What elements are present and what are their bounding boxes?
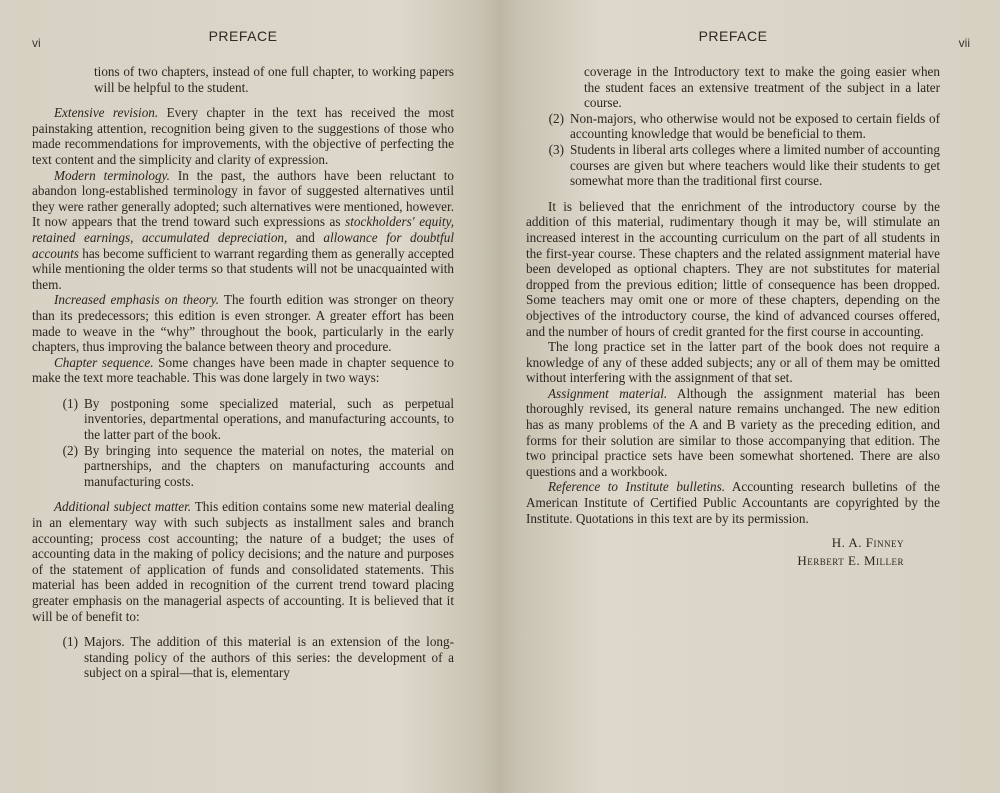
list-number: (3)	[548, 141, 564, 157]
paragraph-heading: Reference to Institute bulletins.	[548, 479, 726, 495]
term: allowance for doubtful accounts	[32, 229, 454, 261]
list-item	[32, 443, 454, 490]
paragraph-text: Although the assignment material has been thoroughly revised, its general nature remains unchanged. The new edition has as many problems of the A and B variety as the preceding edition, and forms for their solution are similar to those accompanying that edition. The two principal practice sets have been somewhat shortened. There are also questions and a workbook.	[526, 385, 940, 479]
signature-miller: Herbert E. Miller	[797, 553, 904, 569]
term-list: stockholders' equity, retained earnings, accumulated depreciation,	[32, 214, 454, 245]
running-head: PREFACE	[208, 28, 278, 44]
list-text: Non-majors, who otherwise would not be exposed to certain fields of accounting knowledge that would be beneficial to them.	[570, 110, 940, 142]
paragraph-text: and	[287, 229, 324, 245]
left-page-header	[32, 26, 454, 64]
chapter-sequence-list	[32, 396, 454, 490]
paragraph-heading: Modern terminology.	[54, 167, 170, 183]
signature-finney: H. A. Finney	[831, 535, 904, 551]
page-number: vii	[958, 36, 970, 50]
list-number: (2)	[62, 442, 78, 458]
continued-list-text: coverage in the Introductory text to make the going easier when the student faces an extensive treatment of the subject in a later course.	[584, 64, 940, 111]
paragraph-heading: Increased emphasis on theory.	[54, 292, 220, 308]
paragraph-assignment-material	[526, 386, 940, 480]
right-page	[510, 0, 1000, 793]
paragraph-chapter-sequence	[32, 355, 454, 386]
continued-paragraph: tions of two chapters, instead of one full chapter, to working papers will be helpful to the student.	[94, 64, 454, 95]
list-number: (2)	[548, 110, 564, 126]
author-signatures	[526, 534, 940, 570]
paragraph-text: has become sufficient to warrant regarding them as generally accepted while mentioning the older terms so that students will not be unacquainted with them.	[32, 245, 454, 292]
paragraph-additional-subject-matter	[32, 499, 454, 624]
paragraph-enrichment: It is believed that the enrichment of the introductory course by the addition of this material, rudimentary though it may be, will stimulate an increased interest in the accounting curriculum on the part of all students in the first-year course. These chapters and the related assignment material have been developed as optional chapters. They are not substitutes for material dropped from the previous edition; little of consequence has been dropped. Some teachers may omit one or more of these chapters, depending on the objectives of the introductory course, the kind of advanced courses offered, and the number of hours of credit granted for the first course in accounting.	[526, 198, 940, 339]
paragraph-extensive-revision	[32, 105, 454, 167]
paragraph-text: Accounting research bulletins of the American Institute of Certified Public Accountants are copyrighted by the Institute. Quotations in this text are by its permission.	[526, 479, 940, 526]
running-head: PREFACE	[698, 28, 768, 44]
page-number: vi	[32, 36, 41, 50]
paragraph-increased-emphasis	[32, 292, 454, 354]
paragraph-modern-terminology	[32, 168, 454, 293]
paragraph-heading: Assignment material.	[548, 385, 668, 401]
list-item	[32, 396, 454, 443]
list-item	[526, 142, 940, 189]
paragraph-text: Some changes have been made in chapter sequence to make the text more teachable. This was done largely in two ways:	[32, 354, 454, 386]
paragraph-institute-bulletins	[526, 479, 940, 526]
list-text: By postponing some specialized material, such as perpetual inventories, departmental operations, and manufacturing accounts, to the latter part of the book.	[84, 395, 454, 443]
paragraph-heading: Chapter sequence.	[54, 354, 154, 370]
paragraph-heading: Extensive revision.	[54, 105, 159, 121]
list-number: (1)	[62, 395, 78, 411]
list-item	[526, 111, 940, 142]
paragraph-heading: Additional subject matter.	[54, 499, 192, 515]
list-text: Majors. The addition of this material is an extension of the long-standing policy of the authors of this series: the development of a subject on a spiral—that is, elementary	[84, 634, 454, 681]
list-text: By bringing into sequence the material on notes, the material on partnerships, and the chapters on manufacturing accounts and manufacturing costs.	[84, 442, 454, 489]
paragraph-text: In the past, the authors have been reluctant to abandon long-established terminology in favor of suggested alternatives until they were rather generally adopted; such alternatives were mentioned, however. It now appears that the trend toward such expressions as	[32, 167, 454, 230]
paragraph-text: Every chapter in the text has received the most painstaking attention, recognition being given to the suggestions of those who made recommendations for improvements, with the objective of perfecting the text content and the simplicity and clarity of expression.	[32, 105, 454, 167]
paragraph-text: The fourth edition was stronger on theory than its predecessors; this edition is even stronger. A greater effort has been made to weave in the “why” throughout the book, particularly in the early chapters, thus improving the balance between theory and procedure.	[32, 292, 454, 355]
paragraph-practice-set: The long practice set in the latter part of the book does not require a knowledge of any of these added subjects; any or all of them may be omitted without interfering with the assignment of that set.	[526, 339, 940, 386]
list-text: Students in liberal arts colleges where a limited number of accounting courses are given but where teachers would like their students to get somewhat more than the traditional first course.	[570, 141, 940, 189]
right-page-header	[526, 26, 970, 64]
paragraph-text: This edition contains some new material dealing in an elementary way with such subjects as installment sales and branch accounting; process cost accounting; the nature of a budget; the uses of accounting data in the making of policy decisions; and the nature and purposes of the statement of application of funds and consolidated statements. This material has been added in recognition of the current trend toward placing greater emphasis on the managerial aspects of accounting. It is believed that it will be of benefit to:	[32, 499, 454, 624]
list-number: (1)	[62, 634, 78, 650]
list-item	[32, 634, 454, 681]
benefit-list-continued	[526, 111, 940, 189]
left-page	[0, 0, 490, 793]
benefit-list	[32, 634, 454, 681]
